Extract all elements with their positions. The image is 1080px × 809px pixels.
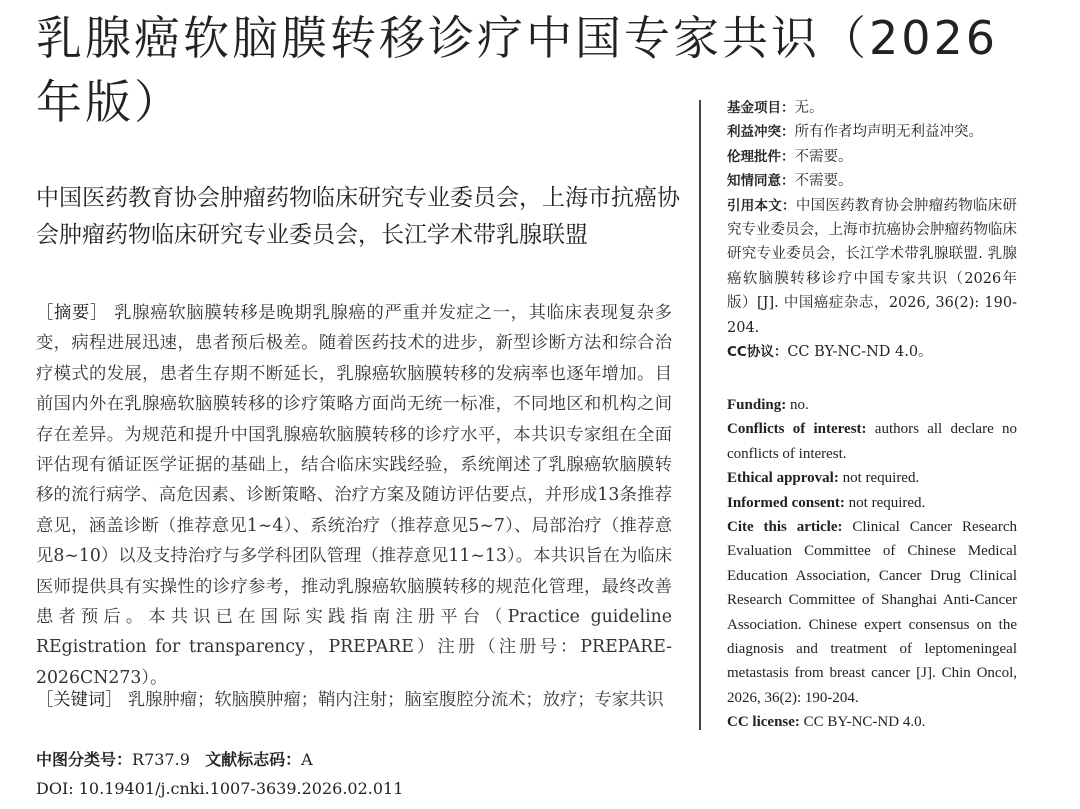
side-cn-citation: 引用本文：中国医药教育协会肿瘤药物临床研究专业委员会，上海市抗癌协会肿瘤药物临床研究专业委员会，长江学术带乳腺联盟. 乳腺癌软脑膜转移诊疗中国专家共识（2026年版）[J]. 中国癌症杂志，2026, 36(2): 190-204. (727, 197, 1018, 336)
sidebar-english-info (727, 393, 1017, 735)
side-en-conflicts: Conflicts of interest: authors all declare no conflicts of interest. (727, 421, 1017, 462)
keywords (36, 685, 672, 715)
doc-code-label: 文献标志码： (205, 750, 302, 769)
side-cn-ethics: 伦理批件：不需要。 (727, 148, 853, 165)
side-en-funding: Funding: no. (727, 397, 809, 413)
author-affiliations: 中国医药教育协会肿瘤药物临床研究专业委员会，上海市抗癌协会肿瘤药物临床研究专业委员会，长江学术带乳腺联盟 (36, 185, 680, 248)
classification-line (36, 746, 313, 774)
side-cn-conflicts: 利益冲突：所有作者均声明无利益冲突。 (727, 124, 983, 141)
keywords-label: ［关键词］ (36, 690, 123, 710)
article-title: 乳腺癌软脑膜转移诊疗中国专家共识（2026年版） (36, 11, 999, 129)
clc-value: R737.9 (132, 750, 190, 769)
side-cn-license: CC协议：CC BY-NC-ND 4.0。 (727, 344, 933, 361)
side-en-ethics: Ethical approval: not required. (727, 470, 920, 487)
side-en-citation: Cite this article: Clinical Cancer Research Evaluation Committee of Chinese Medical Education Association, Cancer Drug Clinical Research Committee of Shanghai Anti-Cancer Association. Chinese expert consensus on the diagnosis and treatment of leptomeningeal metastasis from breast cancer [J]. Chin Oncol, 2026, 36(2): 190-204. (727, 519, 1017, 706)
doi: DOI: 10.19401/j.cnki.1007-3639.2026.02.011 (36, 779, 404, 798)
abstract-label: ［摘要］ (36, 303, 109, 323)
side-cn-consent: 知情同意：不需要。 (727, 173, 853, 190)
side-en-license: CC license: CC BY-NC-ND 4.0. (727, 714, 926, 731)
sidebar-chinese-info (727, 96, 1017, 364)
column-divider (699, 100, 701, 730)
clc-label: 中图分类号： (36, 750, 133, 769)
doc-code-value: A (301, 750, 313, 769)
keywords-text: 乳腺肿瘤；软脑膜肿瘤；鞘内注射；脑室腹腔分流术；放疗；专家共识 (127, 690, 664, 710)
side-en-consent: Informed consent: not required. (727, 494, 926, 511)
abstract (36, 298, 672, 693)
side-cn-funding: 基金项目：无。 (727, 100, 824, 116)
abstract-text: 乳腺癌软脑膜转移是晚期乳腺癌的严重并发症之一，其临床表现复杂多变，病程进展迅速，患者预后极差。随着医药技术的进步，新型诊断方法和综合治疗模式的发展，患者生存期不断延长，乳腺癌软脑膜转移的发病率也逐年增加。目前国内外在乳腺癌软脑膜转移的诊疗策略方面尚无统一标准，不同地区和机构之间存在差异。为规范和提升中国乳腺癌软脑膜转移的诊疗水平，本共识专家组在全面评估现有循证医学证据的基础上，结合临床实践经验，系统阐述了乳腺癌软脑膜转移的流行病学、高危因素、诊断策略、治疗方案及随访评估要点，并形成13条推荐意见，涵盖诊断（推荐意见1~4）、系统治疗（推荐意见5~7）、局部治疗（推荐意见8~10）以及支持治疗与多学科团队管理（推荐意见11~13）。本共识旨在为临床医师提供具有实操性的诊疗参考，推动乳腺癌软脑膜转移的规范化管理，最终改善患者预后。本共识已在国际实践指南注册平台（Practice guideline REgistration for transparency，PREPARE）注册（注册号：PREPARE-2026CN273）。 (36, 303, 672, 688)
